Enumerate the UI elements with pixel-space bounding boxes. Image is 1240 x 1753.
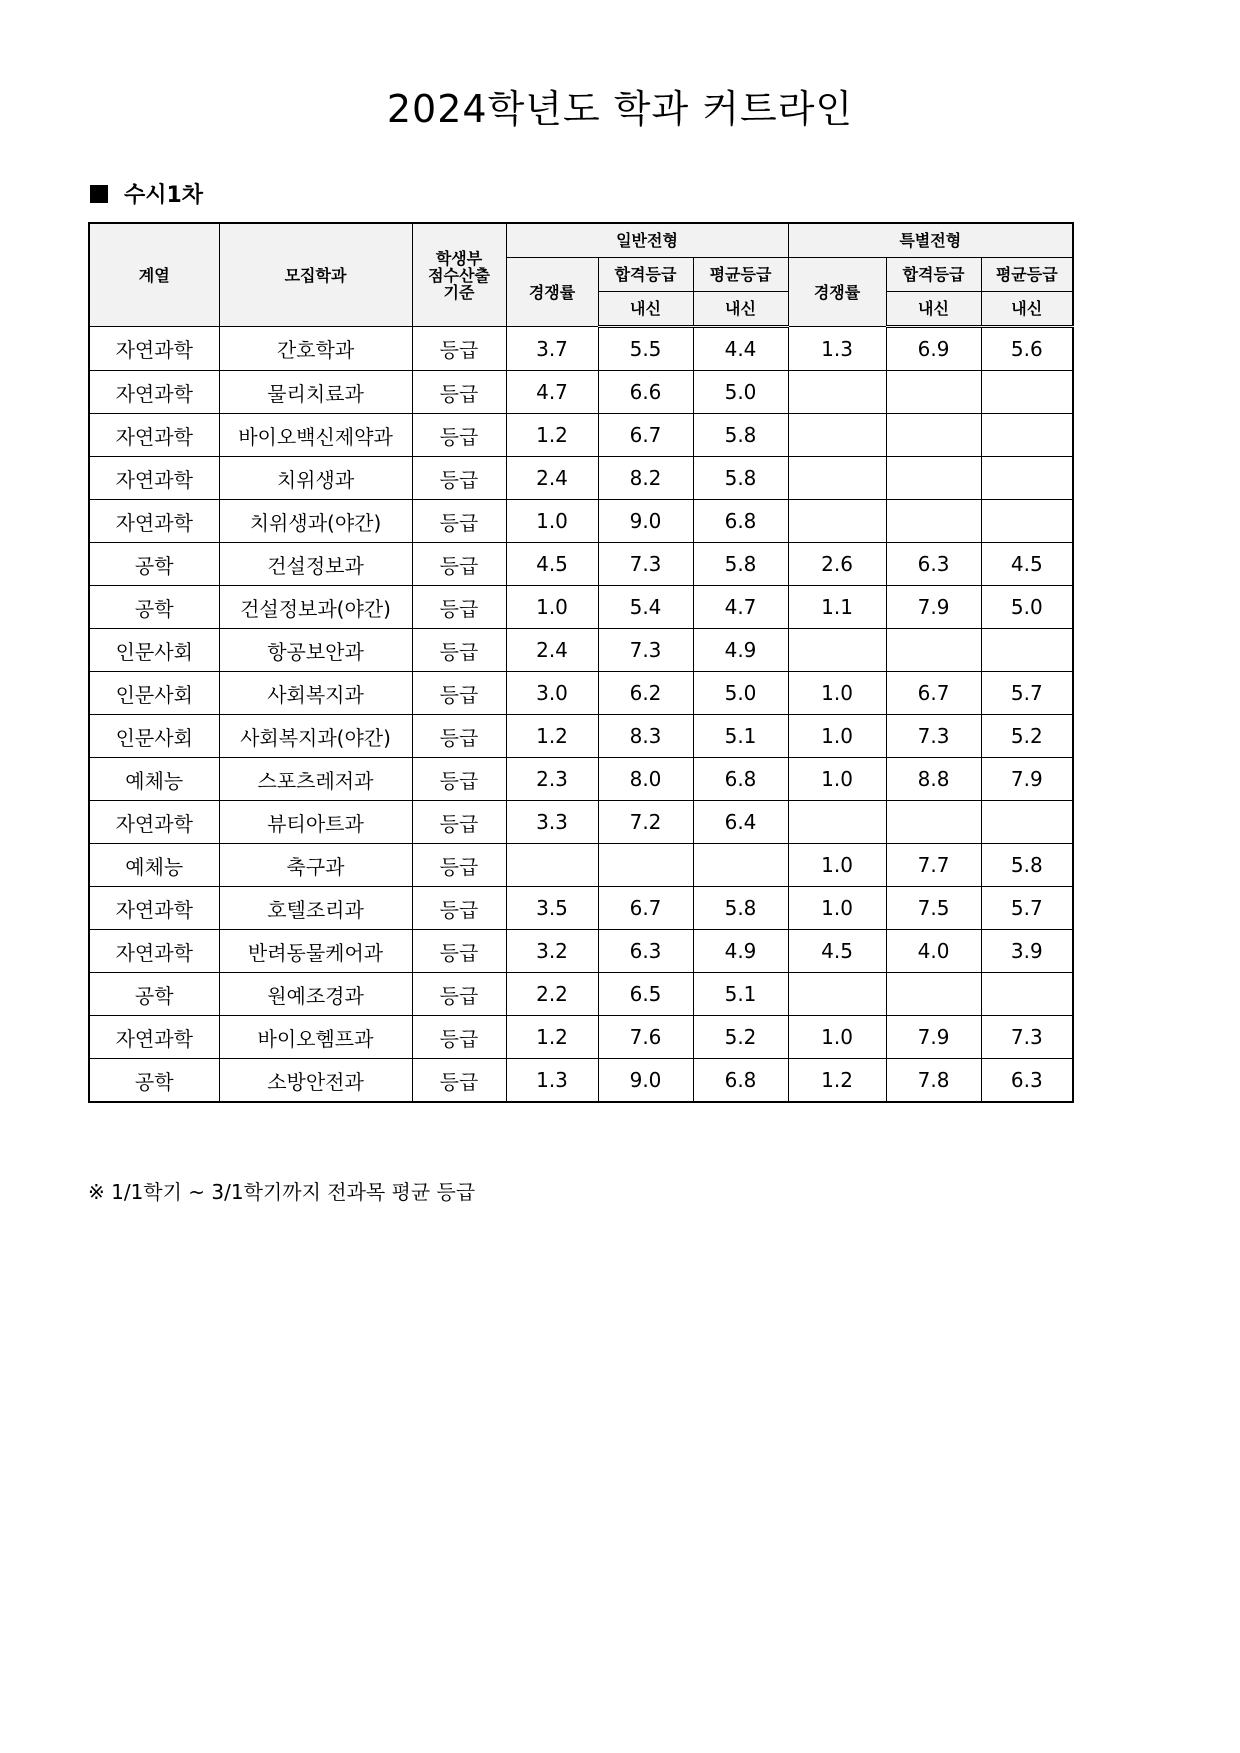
cell-special-competition: 1.2 [788, 1059, 886, 1103]
cell-special-competition: 1.0 [788, 1016, 886, 1059]
cell-special-competition: 1.1 [788, 586, 886, 629]
table-row [89, 973, 1073, 1016]
cell-general-avg-grade: 5.0 [693, 672, 788, 715]
cell-special-avg-grade [981, 371, 1073, 414]
table-row [89, 457, 1073, 500]
cell-general-pass-grade [598, 844, 693, 887]
cell-dept: 건설정보과(야간) [219, 586, 412, 629]
cell-dept: 치위생과(야간) [219, 500, 412, 543]
cell-dept: 소방안전과 [219, 1059, 412, 1103]
cell-special-competition: 4.5 [788, 930, 886, 973]
cell-general-competition: 4.5 [506, 543, 598, 586]
cell-field: 예체능 [89, 844, 219, 887]
cell-field: 예체능 [89, 758, 219, 801]
cell-special-avg-grade [981, 801, 1073, 844]
cell-special-avg-grade: 7.9 [981, 758, 1073, 801]
cell-field: 자연과학 [89, 457, 219, 500]
cell-general-avg-grade: 5.8 [693, 543, 788, 586]
cell-special-avg-grade: 7.3 [981, 1016, 1073, 1059]
header-general-avg-grade: 평균등급 [693, 258, 788, 292]
cell-general-avg-grade: 4.7 [693, 586, 788, 629]
cell-general-pass-grade: 7.2 [598, 801, 693, 844]
cell-general-competition: 1.3 [506, 1059, 598, 1103]
cell-general-pass-grade: 6.6 [598, 371, 693, 414]
header-field: 계열 [89, 223, 219, 327]
cell-general-competition: 2.4 [506, 457, 598, 500]
cell-basis: 등급 [412, 758, 506, 801]
cell-special-competition [788, 500, 886, 543]
table-row [89, 672, 1073, 715]
cell-special-pass-grade [886, 371, 981, 414]
cell-general-competition: 3.7 [506, 327, 598, 371]
cell-special-competition: 1.0 [788, 887, 886, 930]
cell-special-competition [788, 457, 886, 500]
cell-general-pass-grade: 9.0 [598, 1059, 693, 1103]
cell-special-avg-grade: 5.7 [981, 672, 1073, 715]
cell-general-competition: 1.2 [506, 1016, 598, 1059]
header-special-avg-internal: 내신 [981, 292, 1073, 327]
cell-field: 공학 [89, 973, 219, 1016]
table-row [89, 715, 1073, 758]
cell-basis: 등급 [412, 672, 506, 715]
cell-basis: 등급 [412, 801, 506, 844]
cell-general-competition: 3.0 [506, 672, 598, 715]
cell-special-pass-grade: 7.9 [886, 586, 981, 629]
cutline-table [88, 222, 1074, 1103]
cell-general-competition: 3.3 [506, 801, 598, 844]
cell-general-pass-grade: 8.3 [598, 715, 693, 758]
cell-general-pass-grade: 6.5 [598, 973, 693, 1016]
table-row [89, 629, 1073, 672]
cell-special-avg-grade [981, 629, 1073, 672]
cell-special-pass-grade: 7.7 [886, 844, 981, 887]
cell-field: 자연과학 [89, 930, 219, 973]
cell-general-avg-grade: 4.9 [693, 930, 788, 973]
table-row [89, 758, 1073, 801]
cell-general-pass-grade: 9.0 [598, 500, 693, 543]
header-special: 특별전형 [788, 223, 1073, 258]
cell-special-competition: 1.0 [788, 758, 886, 801]
cell-general-pass-grade: 8.0 [598, 758, 693, 801]
cell-general-avg-grade: 5.2 [693, 1016, 788, 1059]
cell-special-avg-grade: 4.5 [981, 543, 1073, 586]
cell-general-pass-grade: 5.4 [598, 586, 693, 629]
header-special-competition: 경쟁률 [788, 258, 886, 327]
cell-special-competition: 2.6 [788, 543, 886, 586]
header-general-pass-grade: 합격등급 [598, 258, 693, 292]
cell-special-pass-grade [886, 973, 981, 1016]
cell-special-competition [788, 801, 886, 844]
cell-field: 공학 [89, 1059, 219, 1103]
cell-dept: 반려동물케어과 [219, 930, 412, 973]
cell-general-pass-grade: 8.2 [598, 457, 693, 500]
header-general-pass-internal: 내신 [598, 292, 693, 327]
cell-dept: 스포츠레저과 [219, 758, 412, 801]
cell-general-competition: 1.2 [506, 715, 598, 758]
table-body [89, 327, 1073, 1103]
cell-field: 자연과학 [89, 327, 219, 371]
cell-special-competition [788, 629, 886, 672]
cell-field: 인문사회 [89, 629, 219, 672]
cell-dept: 바이오헴프과 [219, 1016, 412, 1059]
cell-dept: 물리치료과 [219, 371, 412, 414]
cell-dept: 사회복지과 [219, 672, 412, 715]
cell-field: 자연과학 [89, 887, 219, 930]
table-row [89, 543, 1073, 586]
cell-special-pass-grade: 6.9 [886, 327, 981, 371]
cell-general-competition: 1.2 [506, 414, 598, 457]
cell-general-avg-grade: 5.0 [693, 371, 788, 414]
cell-special-competition: 1.3 [788, 327, 886, 371]
header-general: 일반전형 [506, 223, 788, 258]
cell-special-competition [788, 371, 886, 414]
cell-general-avg-grade: 4.9 [693, 629, 788, 672]
cell-general-competition: 1.0 [506, 500, 598, 543]
cell-special-pass-grade: 7.3 [886, 715, 981, 758]
cell-special-pass-grade: 6.7 [886, 672, 981, 715]
cell-general-competition: 3.2 [506, 930, 598, 973]
cell-general-pass-grade: 7.3 [598, 543, 693, 586]
cell-special-pass-grade [886, 500, 981, 543]
footnote: ※ 1/1학기 ~ 3/1학기까지 전과목 평균 등급 [88, 1180, 476, 1204]
cell-dept: 원예조경과 [219, 973, 412, 1016]
cell-general-avg-grade: 4.4 [693, 327, 788, 371]
cell-general-competition: 2.2 [506, 973, 598, 1016]
cell-special-pass-grade: 7.9 [886, 1016, 981, 1059]
cell-general-avg-grade: 6.8 [693, 758, 788, 801]
table-row [89, 414, 1073, 457]
cell-dept: 간호학과 [219, 327, 412, 371]
cell-basis: 등급 [412, 457, 506, 500]
cell-basis: 등급 [412, 973, 506, 1016]
cell-special-avg-grade [981, 414, 1073, 457]
cell-basis: 등급 [412, 887, 506, 930]
cell-special-avg-grade: 5.8 [981, 844, 1073, 887]
cell-field: 자연과학 [89, 801, 219, 844]
section-label: 수시1차 [124, 183, 204, 208]
table-row [89, 801, 1073, 844]
cell-special-pass-grade [886, 801, 981, 844]
cell-general-avg-grade: 5.8 [693, 414, 788, 457]
cell-dept: 축구과 [219, 844, 412, 887]
square-bullet-icon [90, 185, 108, 203]
cell-general-avg-grade [693, 844, 788, 887]
header-dept: 모집학과 [219, 223, 412, 327]
cell-special-competition: 1.0 [788, 715, 886, 758]
cell-general-pass-grade: 6.3 [598, 930, 693, 973]
table-row [89, 844, 1073, 887]
cell-special-competition [788, 414, 886, 457]
cell-dept: 항공보안과 [219, 629, 412, 672]
cell-special-pass-grade [886, 629, 981, 672]
table-row [89, 327, 1073, 371]
cell-general-competition [506, 844, 598, 887]
cell-general-pass-grade: 6.7 [598, 887, 693, 930]
cell-special-avg-grade: 5.7 [981, 887, 1073, 930]
cell-special-avg-grade [981, 500, 1073, 543]
cell-general-pass-grade: 6.2 [598, 672, 693, 715]
header-basis: 학생부 점수산출 기준 [412, 223, 506, 327]
table-row [89, 500, 1073, 543]
table-row [89, 1059, 1073, 1103]
cell-field: 자연과학 [89, 500, 219, 543]
cell-general-avg-grade: 5.8 [693, 887, 788, 930]
cell-field: 자연과학 [89, 371, 219, 414]
table-row [89, 371, 1073, 414]
cell-field: 인문사회 [89, 715, 219, 758]
cell-general-competition: 4.7 [506, 371, 598, 414]
section-heading [90, 178, 203, 209]
cell-general-avg-grade: 6.4 [693, 801, 788, 844]
cell-field: 자연과학 [89, 414, 219, 457]
table-row [89, 586, 1073, 629]
cell-field: 자연과학 [89, 1016, 219, 1059]
cell-basis: 등급 [412, 371, 506, 414]
cell-special-competition [788, 973, 886, 1016]
cell-field: 공학 [89, 543, 219, 586]
header-general-competition: 경쟁률 [506, 258, 598, 327]
header-special-pass-grade: 합격등급 [886, 258, 981, 292]
cell-general-competition: 2.4 [506, 629, 598, 672]
cell-general-pass-grade: 7.3 [598, 629, 693, 672]
header-special-avg-grade: 평균등급 [981, 258, 1073, 292]
header-special-pass-internal: 내신 [886, 292, 981, 327]
cell-special-pass-grade: 8.8 [886, 758, 981, 801]
cell-special-avg-grade: 3.9 [981, 930, 1073, 973]
cell-basis: 등급 [412, 1059, 506, 1103]
cell-dept: 건설정보과 [219, 543, 412, 586]
cell-special-pass-grade: 6.3 [886, 543, 981, 586]
table-row [89, 1016, 1073, 1059]
cell-special-pass-grade: 4.0 [886, 930, 981, 973]
cell-basis: 등급 [412, 500, 506, 543]
table-row [89, 930, 1073, 973]
cell-general-avg-grade: 5.8 [693, 457, 788, 500]
cell-basis: 등급 [412, 586, 506, 629]
cell-special-competition: 1.0 [788, 672, 886, 715]
cell-general-competition: 3.5 [506, 887, 598, 930]
cell-basis: 등급 [412, 629, 506, 672]
page-title: 2024학년도 학과 커트라인 [386, 87, 854, 131]
cell-basis: 등급 [412, 543, 506, 586]
header-general-avg-internal: 내신 [693, 292, 788, 327]
cell-basis: 등급 [412, 414, 506, 457]
cell-field: 공학 [89, 586, 219, 629]
cell-basis: 등급 [412, 327, 506, 371]
cell-basis: 등급 [412, 844, 506, 887]
cell-dept: 바이오백신제약과 [219, 414, 412, 457]
cell-general-avg-grade: 5.1 [693, 715, 788, 758]
cell-special-avg-grade: 6.3 [981, 1059, 1073, 1103]
cell-special-avg-grade [981, 457, 1073, 500]
cell-general-pass-grade: 5.5 [598, 327, 693, 371]
cell-general-pass-grade: 6.7 [598, 414, 693, 457]
cell-special-avg-grade [981, 973, 1073, 1016]
cell-special-avg-grade: 5.6 [981, 327, 1073, 371]
cell-special-pass-grade [886, 414, 981, 457]
cell-special-pass-grade: 7.5 [886, 887, 981, 930]
cell-general-competition: 2.3 [506, 758, 598, 801]
cell-basis: 등급 [412, 715, 506, 758]
cell-dept: 호텔조리과 [219, 887, 412, 930]
cell-field: 인문사회 [89, 672, 219, 715]
cell-dept: 사회복지과(야간) [219, 715, 412, 758]
cell-general-competition: 1.0 [506, 586, 598, 629]
cell-special-avg-grade: 5.2 [981, 715, 1073, 758]
cell-special-pass-grade [886, 457, 981, 500]
cell-general-pass-grade: 7.6 [598, 1016, 693, 1059]
cell-basis: 등급 [412, 1016, 506, 1059]
cell-general-avg-grade: 6.8 [693, 500, 788, 543]
cell-special-competition: 1.0 [788, 844, 886, 887]
cell-general-avg-grade: 6.8 [693, 1059, 788, 1103]
cell-dept: 치위생과 [219, 457, 412, 500]
cell-special-pass-grade: 7.8 [886, 1059, 981, 1103]
cell-special-avg-grade: 5.0 [981, 586, 1073, 629]
cell-general-avg-grade: 5.1 [693, 973, 788, 1016]
table-row [89, 887, 1073, 930]
cell-dept: 뷰티아트과 [219, 801, 412, 844]
cell-basis: 등급 [412, 930, 506, 973]
